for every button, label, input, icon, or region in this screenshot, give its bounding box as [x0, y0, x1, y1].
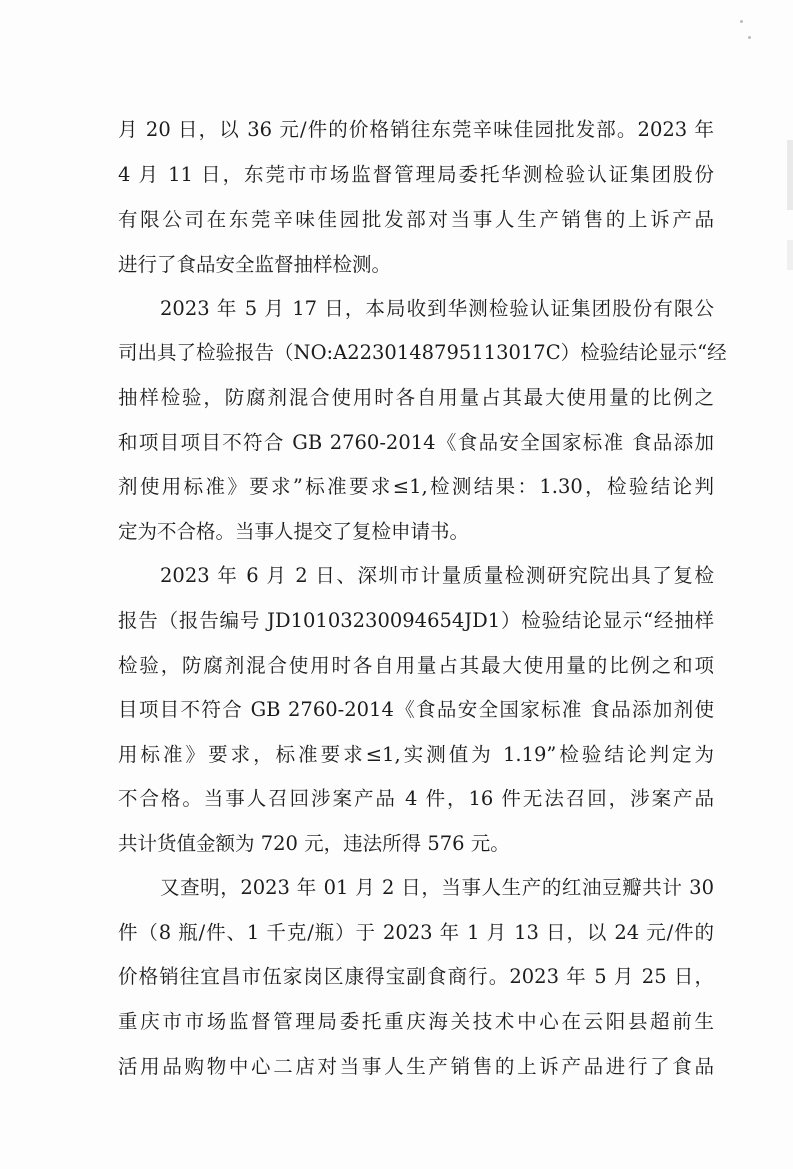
text-line: 活用品购物中心二店对当事人生产销售的上诉产品进行了食品 — [118, 1055, 714, 1078]
scan-edge-mark — [787, 240, 793, 270]
text-line: 有限公司在东莞辛味佳园批发部对当事人生产销售的上诉产品 — [118, 208, 714, 231]
text-line: 目项目不符合 GB 2760-2014《食品安全国家标准 食品添加剂使 — [118, 698, 714, 721]
paragraph-start-line: 又查明，2023 年 01 月 2 日，当事人生产的红油豆瓣共计 30 — [160, 876, 714, 899]
text-line: 件（8 瓶/件、1 千克/瓶）于 2023 年 1 月 13 日，以 24 元/件的 — [118, 921, 714, 944]
text-line: 重庆市市场监督管理局委托重庆海关技术中心在云阳县超前生 — [118, 1010, 714, 1033]
text-line: 剂使用标准》要求”标准要求≤1,检测结果：1.30，检验结论判 — [118, 475, 714, 498]
text-line: 用标准》要求，标准要求≤1,实测值为 1.19”检验结论判定为 — [118, 743, 714, 766]
scan-edge-mark — [787, 140, 793, 210]
text-line: 定为不合格。当事人提交了复检申请书。 — [118, 520, 470, 543]
text-line: 抽样检验，防腐剂混合使用时各自用量占其最大使用量的比例之 — [118, 386, 714, 409]
paragraph-start-line: 2023 年 6 月 2 日、深圳市计量质量检测研究院出具了复检 — [160, 564, 714, 587]
text-line: 价格销往宜昌市伍家岗区康得宝副食商行。2023 年 5 月 25 日， — [118, 965, 714, 988]
scan-dot — [748, 36, 751, 39]
text-line: 4 月 11 日，东莞市市场监督管理局委托华测检验认证集团股份 — [118, 163, 714, 186]
text-line: 报告（报告编号 JD10103230094654JD1）检验结论显示“经抽样 — [118, 609, 714, 632]
text-line: 检验，防腐剂混合使用时各自用量占其最大使用量的比例之和项 — [118, 654, 714, 677]
paragraph-start-line: 2023 年 5 月 17 日，本局收到华测检验认证集团股份有限公 — [160, 297, 714, 320]
text-line: 和项目项目不符合 GB 2760-2014《食品安全国家标准 食品添加 — [118, 431, 714, 454]
scan-dot — [740, 20, 743, 23]
text-line: 共计货值金额为 720 元，违法所得 576 元。 — [118, 832, 510, 855]
text-line: 不合格。当事人召回涉案产品 4 件，16 件无法召回，涉案产品 — [118, 787, 714, 810]
text-line: 月 20 日，以 36 元/件的价格销往东莞辛味佳园批发部。2023 年 — [118, 118, 714, 141]
text-line: 司出具了检验报告（NO:A2230148795113017C）检验结论显示“经 — [118, 341, 727, 364]
text-line: 进行了食品安全监督抽样检测。 — [118, 253, 392, 276]
